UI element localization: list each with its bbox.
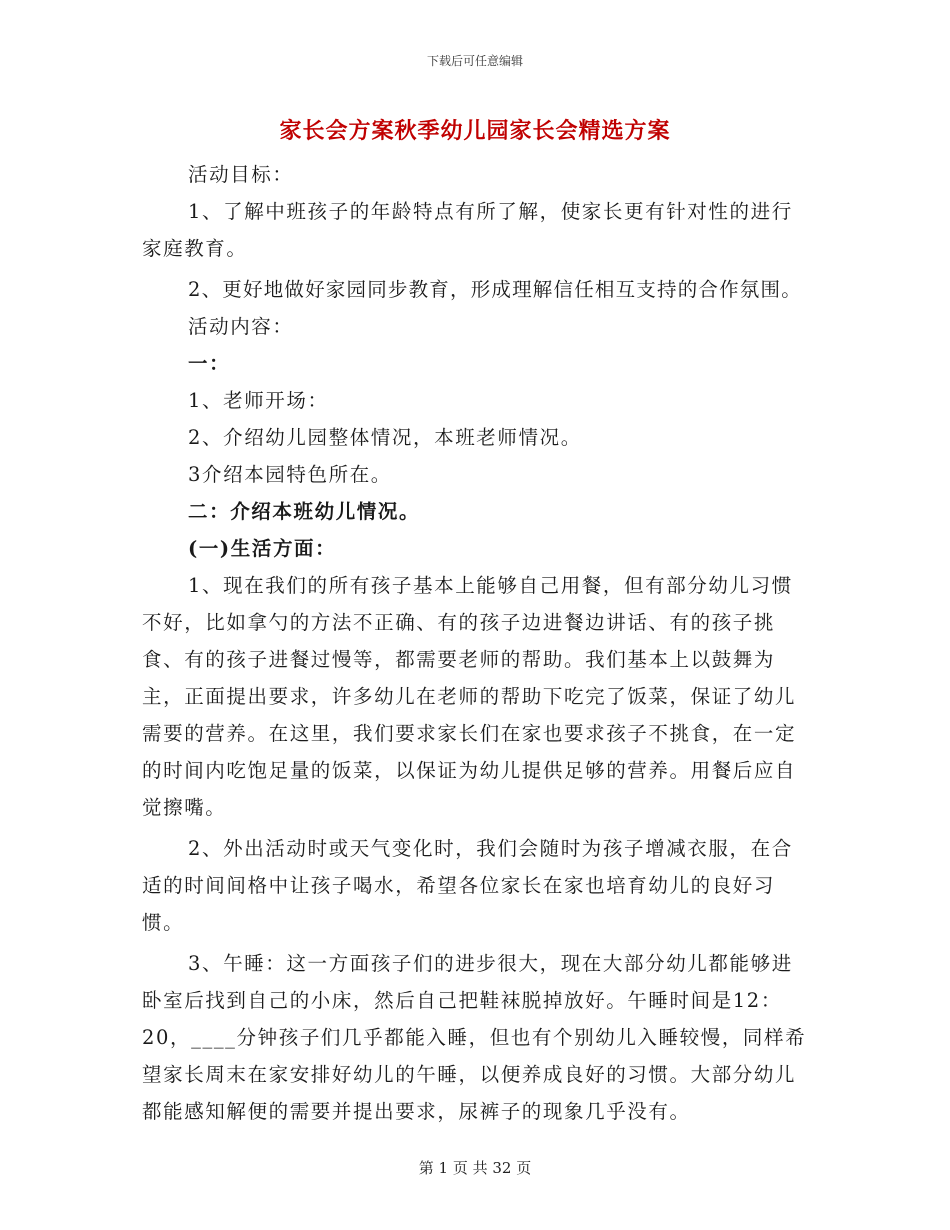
paragraph-item-3: 3介绍本园特色所在。 bbox=[188, 463, 392, 486]
document-body bbox=[142, 156, 812, 1130]
paragraph-item-2: 2、介绍幼儿园整体情况，本班老师情况。 bbox=[188, 426, 582, 449]
paragraph-life-heading: (一)生活方面： bbox=[188, 537, 337, 560]
paragraph-objective-1: 1、了解中班孩子的年龄特点有所了解，使家长更有针对性的进行家庭教育。 bbox=[142, 200, 793, 260]
header-note: 下载后可任意编辑 bbox=[426, 54, 523, 68]
paragraph-life-3: 3、午睡：这一方面孩子们的进步很大，现在大部分幼儿都能够进卧室后找到自己的小床，然后自己把鞋袜脱掉放好。午睡时间是12：20，____分钟孩子们几乎都能入睡，但也有个别幼儿入睡较慢，同样希望家长周末在家安排好幼儿的午睡，以便养成良好的习惯。大部分幼儿都能感知解便的需要并提出要求，尿裤子的现象几乎没有。 bbox=[142, 952, 807, 1123]
paragraph-section-two: 二：介绍本班幼儿情况。 bbox=[188, 500, 421, 523]
paragraph-life-1: 1、现在我们的所有孩子基本上能够自己用餐，但有部分幼儿习惯不好，比如拿勺的方法不正确、有的孩子边进餐边讲话、有的孩子挑食、有的孩子进餐过慢等，都需要老师的帮助。我们基本上以鼓舞为主，正面提出要求，许多幼儿在老师的帮助下吃完了饭菜，保证了幼儿需要的营养。在这里，我们要求家长们在家也要求孩子不挑食，在一定的时间内吃饱足量的饭菜，以保证为幼儿提供足够的营养。用餐后应自觉擦嘴。 bbox=[142, 574, 797, 819]
paragraph-objective-2: 2、更好地做好家园同步教育，形成理解信任相互支持的合作氛围。 bbox=[188, 278, 802, 301]
paragraph-content-heading: 活动内容： bbox=[188, 315, 294, 338]
page-number: 第 1 页 共 32 页 bbox=[418, 1159, 532, 1177]
paragraph-objectives-heading: 活动目标： bbox=[188, 163, 294, 186]
paragraph-life-2: 2、外出活动时或天气变化时，我们会随时为孩子增减衣服，在合适的时间间格中让孩子喝水，希望各位家长在家也培育幼儿的良好习惯。 bbox=[142, 837, 793, 934]
document-title: 家长会方案秋季幼儿园家长会精选方案 bbox=[279, 118, 671, 144]
paragraph-section-one: 一： bbox=[188, 352, 231, 375]
paragraph-item-1: 1、老师开场： bbox=[188, 389, 329, 412]
